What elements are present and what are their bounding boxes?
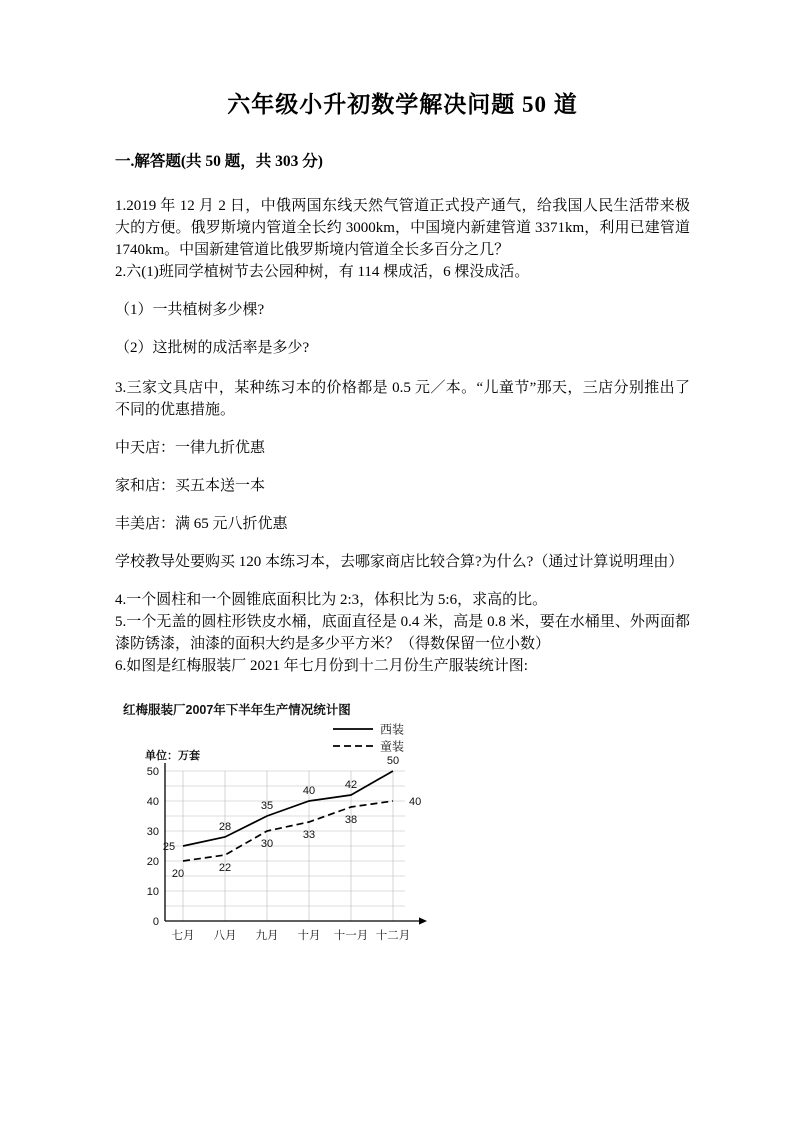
x-tick-label: 八月 bbox=[213, 930, 237, 942]
section-header: 一.解答题(共 50 题，共 303 分) bbox=[115, 153, 323, 170]
y-tick-label: 40 bbox=[146, 796, 159, 808]
chart-canvas bbox=[117, 699, 457, 957]
x-tick-label: 七月 bbox=[171, 930, 195, 942]
y-tick-label: 50 bbox=[146, 766, 159, 778]
data-label: 38 bbox=[344, 814, 358, 826]
y-tick-label: 0 bbox=[152, 916, 159, 928]
data-label: 30 bbox=[260, 838, 274, 850]
data-label: 20 bbox=[171, 868, 185, 880]
data-label: 25 bbox=[162, 841, 176, 853]
problem-4-text: 4.一个圆柱和一个圆锥底面积比为 2:3，体积比为 5:6，求高的比。 bbox=[115, 592, 548, 608]
x-axis-arrow bbox=[419, 917, 427, 924]
data-label: 42 bbox=[344, 779, 358, 791]
data-label: 50 bbox=[386, 755, 400, 767]
problem-3-store-1: 中天店：一律九折优惠 bbox=[115, 440, 266, 456]
x-tick-label: 十二月 bbox=[375, 930, 411, 942]
x-tick-label: 十一月 bbox=[333, 930, 369, 942]
document-title: 六年级小升初数学解决问题 50 道 bbox=[227, 92, 578, 117]
chart-title: 红梅服装厂2007年下半年生产情况统计图 bbox=[123, 703, 351, 717]
problem-5-text: 5.一个无盖的圆柱形铁皮水桶，底面直径是 0.4 米，高是 0.8 米，要在水桶里、外两面都漆防锈漆，油漆的面积大约是多少平方米？（得数保留一位小数） bbox=[115, 614, 690, 652]
x-tick-label: 十月 bbox=[297, 930, 321, 942]
problem-2-text: 2.六(1)班同学植树节去公园种树，有 114 棵成活，6 棵没成活。 bbox=[115, 264, 530, 280]
x-tick-label: 九月 bbox=[255, 930, 279, 942]
y-tick-label: 20 bbox=[146, 856, 159, 868]
y-tick-label: 10 bbox=[146, 886, 159, 898]
data-label: 35 bbox=[260, 800, 274, 812]
legend-label: 童装 bbox=[380, 739, 405, 754]
data-label: 22 bbox=[218, 862, 232, 874]
problem-3-store-3: 丰美店：满 65 元八折优惠 bbox=[115, 516, 288, 532]
problem-2-subquestion-2: （2）这批树的成活率是多少? bbox=[115, 340, 310, 356]
problem-6-text: 6.如图是红梅服装厂 2021 年七月份到十二月份生产服装统计图: bbox=[115, 658, 528, 674]
legend-label: 西装 bbox=[380, 722, 405, 737]
problem-3-question: 学校教导处要购买 120 本练习本，去哪家商店比较合算?为什么?（通过计算说明理由） bbox=[115, 554, 684, 570]
y-tick-label: 30 bbox=[146, 826, 159, 838]
series-line-suits bbox=[183, 771, 393, 846]
data-label: 28 bbox=[218, 821, 232, 833]
data-label: 40 bbox=[302, 785, 316, 797]
production-line-chart bbox=[117, 699, 457, 957]
problem-2-subquestion-1: （1）一共植树多少棵? bbox=[115, 302, 265, 318]
problem-1-text: 1.2019 年 12 月 2 日，中俄两国东线天然气管道正式投产通气，给我国人民生活带来极大的方便。俄罗斯境内管道全长约 3000km，中国境内新建管道 3371km，利用已建管道 1740km。中国新建管道比俄罗斯境内管道全长多百分之几？ bbox=[115, 198, 690, 258]
data-label: 33 bbox=[302, 829, 316, 841]
problem-3-text: 3.三家文具店中，某种练习本的价格都是 0.5 元／本。“儿童节”那天，三店分别推出了不同的优惠措施。 bbox=[115, 380, 690, 418]
problem-3-store-2: 家和店：买五本送一本 bbox=[115, 478, 266, 494]
unit-label: 单位：万套 bbox=[145, 750, 200, 762]
data-label: 40 bbox=[409, 796, 422, 808]
